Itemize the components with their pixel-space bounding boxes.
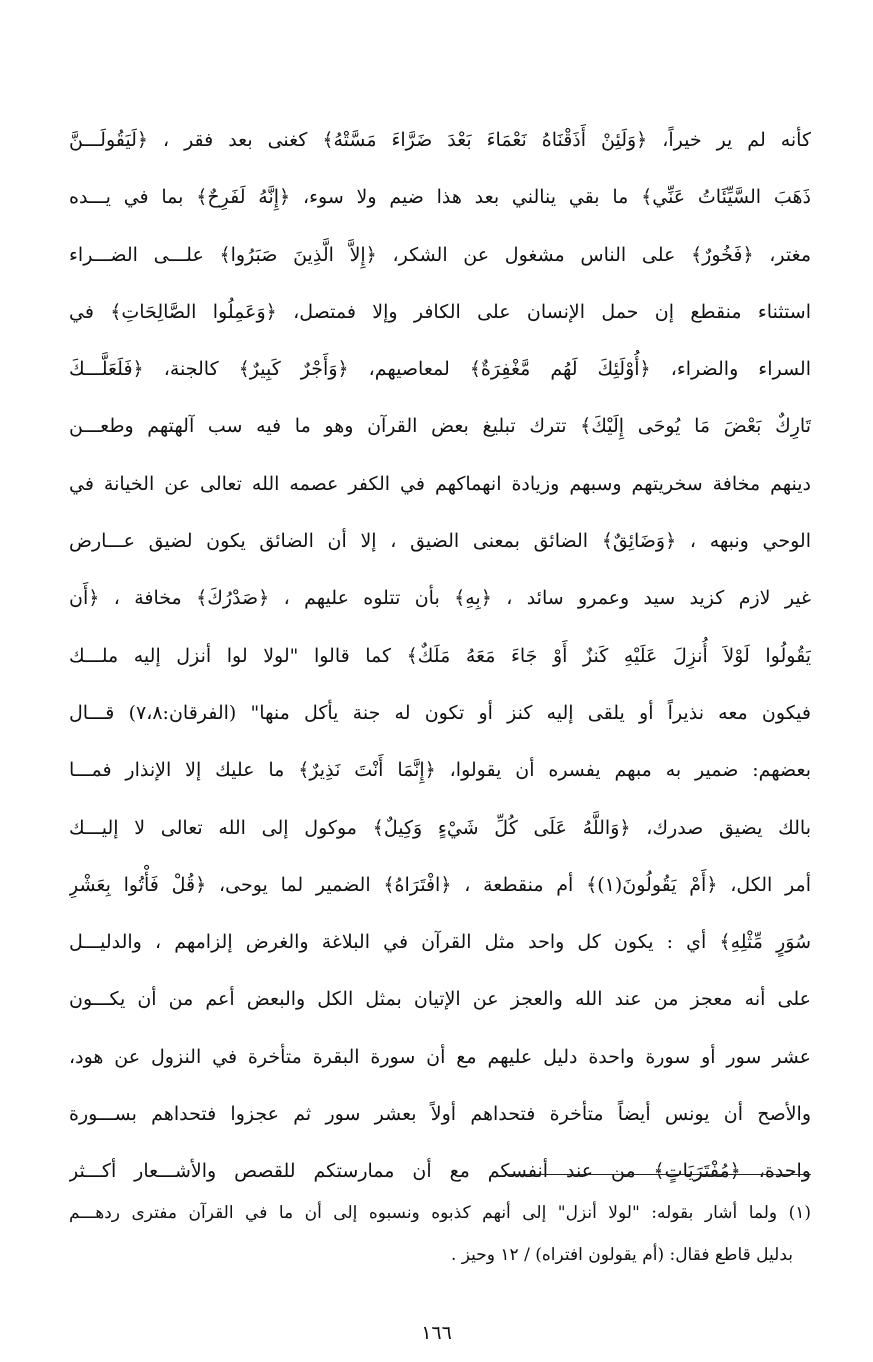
body-line: فيكون معه نذيراً أو يلقى إليه كنز أو تكون له جنة يأكل منها" (الفرقان:٧،٨) قـــال (69, 701, 811, 724)
body-line: استثناء منقطع إن حمل الإنسان على الكافر وإلا فمتصل، ﴿وَعَمِلُوا الصَّالِحَاتِ﴾ في (69, 300, 811, 323)
body-line: غير لازم كزيد سيد وعمرو سائد ، ﴿بِهِ﴾ بأن تتلوه عليهم ، ﴿صَدْرُكَ﴾ مخافة ، ﴿أَن (69, 587, 811, 610)
footnote-line: (١) ولما أشار بقوله: "لولا أنزل" إلى أنهم كذبوه ونسبوه إلى أن ما في القرآن مفترى ردهـــم (69, 1203, 811, 1223)
body-line: يَقُولُوا لَوْلاَ أُنزِلَ عَلَيْهِ كَنزٌ أَوْ جَاءَ مَعَهُ مَلَكٌ﴾ كما قالوا "لولا لوا أنزل إليه ملـــك (69, 644, 811, 667)
body-line: على أنه معجز من عند الله والعجز عن الإتيان بمثل الكل والبعض أعم من أن يكـــون (69, 988, 811, 1011)
body-line: بعضهم: ضمير به مبهم يفسره أن يقولوا، ﴿إِنَّمَا أَنْتَ نَذِيرٌ﴾ ما عليك إلا الإنذار فمـــا (69, 759, 811, 782)
body-line: كأنه لم ير خيراً، ﴿وَلَئِنْ أَذَقْنَاهُ نَعْمَاءَ بَعْدَ ضَرَّاءَ مَسَّتْهُ﴾ كغنى بعد فقر ، ﴿لَيَقُولَـــنَّ (69, 129, 811, 151)
footnote-divider (505, 1174, 811, 1175)
body-line: الوحي ونبهه ، ﴿وَضَائِقٌ﴾ الضائق بمعنى الضيق ، إلا أن الضائق يكون لضيق عـــارض (69, 530, 811, 553)
footnote (69, 1192, 811, 1276)
body-line: عشر سور أو سورة واحدة دليل عليهم مع أن سورة البقرة متأخرة في النزول عن هود، (69, 1045, 811, 1068)
body-line: تَارِكٌ بَعْضَ مَا يُوحَى إِلَيْكَ﴾ تترك تبليغ بعض القرآن وهو ما فيه سب آلهتهم وطعـــن (69, 415, 811, 438)
body-line: مغتر، ﴿فَخُورٌ﴾ على الناس مشغول عن الشكر، ﴿إِلاَّ الَّذِينَ صَبَرُوا﴾ علـــى الضـــراء (69, 243, 811, 266)
body-line: بالك يضيق صدرك، ﴿وَاللَّهُ عَلَى كُلِّ شَيْءٍ وَكِيلٌ﴾ موكول إلى الله تعالى لا إليـــك (69, 816, 811, 839)
body-line: سُوَرٍ مِّثْلِهِ﴾ أي : يكون كل واحد مثل القرآن في البلاغة والغرض إلزامهم ، والدليـــل (69, 931, 811, 954)
body-line: أمر الكل، ﴿أَمْ يَقُولُونَ(١)﴾ أم منقطعة ، ﴿افْتَرَاهُ﴾ الضمير لما يوحى، ﴿قُلْ فَأْتُوا بِعَشْرِ (69, 873, 811, 896)
body-line: السراء والضراء، ﴿أُوْلَئِكَ لَهُم مَّغْفِرَةٌ﴾ لمعاصيهم، ﴿وَأَجْرٌ كَبِيرٌ﴾ كالجنة، ﴿فَلَعَلَّـــكَ (69, 358, 811, 381)
body-line: واحدة، ﴿مُفْتَرَيَاتٍ﴾ من عند أنفسكم مع أن ممارستكم للقصص والأشـــعار أكـــثر (69, 1160, 811, 1183)
body-line: ذَهَبَ السَّيِّئَاتُ عَنِّي﴾ ما بقي ينالني بعد هذا ضيم ولا سوء، ﴿إِنَّهُ لَفَرِحٌ﴾ بما في يـــده (69, 186, 811, 209)
footnote-line: بدليل قاطع فقال: (أم يقولون افتراه) / ١٢ وحيز . (450, 1245, 793, 1265)
page-number: ١٦٦ (421, 1322, 452, 1344)
body-text (69, 112, 811, 1201)
body-line: دينهم مخافة سخريتهم وسبهم وزيادة انهماكهم في الكفر عصمه الله تعالى عن الخيانة في (69, 472, 811, 495)
body-line: والأصح أن يونس أيضاً متأخرة فتحداهم أولاً بعشر سور ثم عجزوا فتحداهم بســـورة (69, 1103, 811, 1126)
